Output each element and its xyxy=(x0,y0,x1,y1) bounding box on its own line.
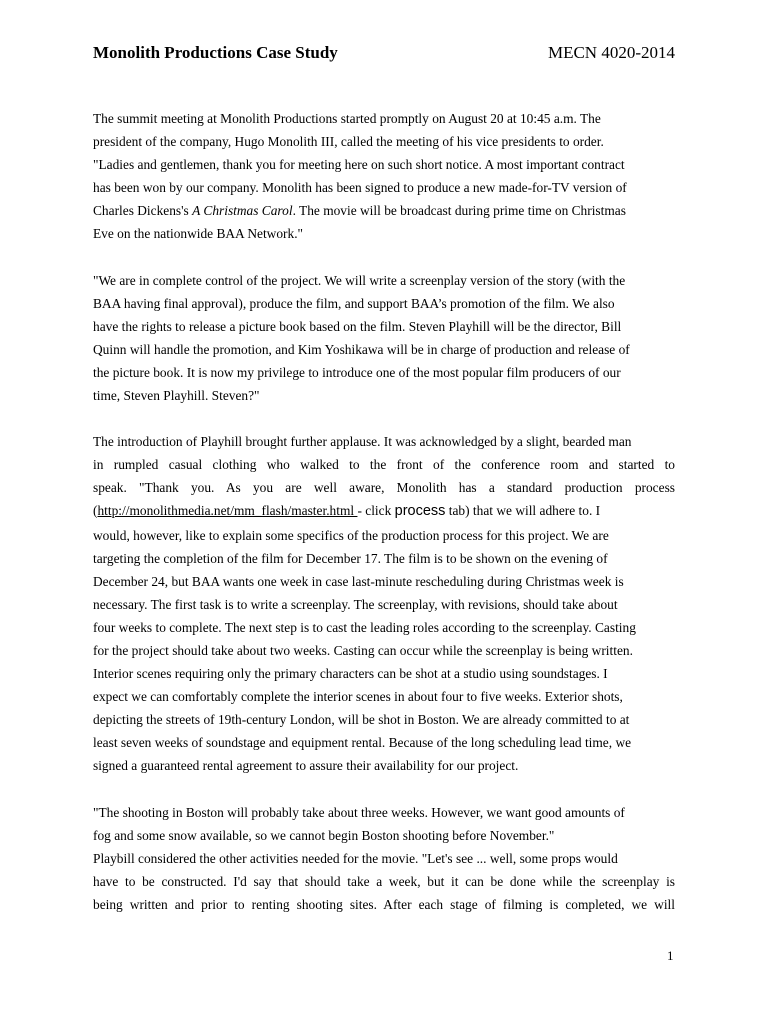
paragraph-1 xyxy=(93,107,675,246)
text-line: being written and prior to renting shooting sites. After each stage of filming is completed, we will xyxy=(93,896,675,912)
text-line xyxy=(93,199,675,222)
text-run: Charles Dickens's xyxy=(93,203,193,219)
text-line: signed a guaranteed rental agreement to assure their availability for our project. xyxy=(93,758,519,774)
text-line xyxy=(93,499,675,523)
text-line: "Ladies and gentlemen, thank you for meeting here on such short notice. A most important contract xyxy=(93,157,625,173)
text-line: speak. "Thank you. As you are well aware, Monolith has a standard production process xyxy=(93,480,675,496)
course-code: MECN 4020-2014 xyxy=(547,43,675,62)
text-run: - click xyxy=(357,503,395,519)
text-line: Eve on the nationwide BAA Network." xyxy=(93,226,304,242)
text-line: "The shooting in Boston will probably take about three weeks. However, we want good amounts of xyxy=(93,804,625,820)
text-line: Playbill considered the other activities needed for the movie. "Let's see ... well, some props would xyxy=(93,850,618,866)
text-run: ( xyxy=(93,503,98,519)
document-body xyxy=(93,107,675,916)
text-line: Quinn will handle the promotion, and Kim Yoshikawa will be in charge of production and release of xyxy=(93,341,630,357)
text-line: depicting the streets of 19th-century London, will be shot in Boston. We are already committed to at xyxy=(93,712,630,728)
text-line: The summit meeting at Monolith Productions started promptly on August 20 at 10:45 a.m. The xyxy=(93,111,601,126)
text-line: president of the company, Hugo Monolith III, called the meeting of his vice presidents to order. xyxy=(93,134,604,150)
text-run: tab) that we will adhere to. I xyxy=(445,503,601,519)
text-line: in rumpled casual clothing who walked to the front of the conference room and started to xyxy=(93,457,675,473)
paragraph-2 xyxy=(93,269,675,408)
text-line: would, however, like to explain some specifics of the production process for this project. We are xyxy=(93,527,609,543)
paragraph-4 xyxy=(93,801,675,847)
text-run: . The movie will be broadcast during prime time on Christmas xyxy=(292,203,626,219)
document-title: Monolith Productions Case Study xyxy=(93,43,338,62)
text-line: necessary. The first task is to write a screenplay. The screenplay, with revisions, should take about xyxy=(93,596,618,612)
text-line: the picture book. It is now my privilege to introduce one of the most popular film producers of our xyxy=(93,364,621,380)
process-link[interactable]: http://monolithmedia.net/mm_flash/master.html xyxy=(97,503,358,519)
paragraph-5 xyxy=(93,847,675,916)
text-line: Interior scenes requiring only the primary characters can be shot at a studio using soundstages. I xyxy=(93,666,608,682)
text-line: time, Steven Playhill. Steven?" xyxy=(93,388,260,404)
text-line: "We are in complete control of the project. We will write a screenplay version of the story (with the xyxy=(93,272,626,288)
text-line: have to be constructed. I'd say that should take a week, but it can be done while the screenplay is xyxy=(93,873,675,889)
text-line: fog and some snow available, so we cannot begin Boston shooting before November." xyxy=(93,827,555,843)
text-line: has been won by our company. Monolith has been signed to produce a new made-for-TV version of xyxy=(93,180,627,196)
text-line: have the rights to release a picture book based on the film. Steven Playhill will be the director, Bill xyxy=(93,318,622,334)
text-line: four weeks to complete. The next step is to cast the leading roles according to the screenplay. Casting xyxy=(93,619,636,635)
process-tab-word: process xyxy=(394,503,446,520)
paragraph-3 xyxy=(93,430,675,777)
text-line: The introduction of Playhill brought further applause. It was acknowledged by a slight, bearded man xyxy=(93,434,632,450)
text-line: December 24, but BAA wants one week in case last-minute rescheduling during Christmas week is xyxy=(93,573,624,589)
page-number: 1 xyxy=(667,948,674,963)
book-title: A Christmas Carol xyxy=(192,203,293,219)
page-header xyxy=(93,42,675,64)
text-line: for the project should take about two weeks. Casting can occur while the screenplay is being written. xyxy=(93,642,633,658)
text-line: BAA having final approval), produce the film, and support BAA’s promotion of the film. We also xyxy=(93,295,615,311)
text-line: least seven weeks of soundstage and equipment rental. Because of the long scheduling lead time, we xyxy=(93,735,632,751)
text-line: targeting the completion of the film for December 17. The film is to be shown on the evening of xyxy=(93,550,608,566)
text-line: expect we can comfortably complete the interior scenes in about four to five weeks. Exterior shots, xyxy=(93,689,623,705)
